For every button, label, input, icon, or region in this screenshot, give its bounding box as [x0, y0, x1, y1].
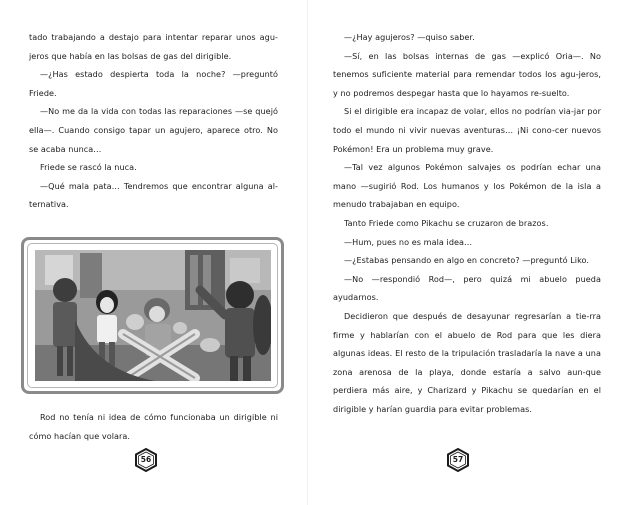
illustration-icon [35, 250, 271, 381]
left-page [0, 0, 308, 505]
paragraph: —Hum, pues no es mala idea… [344, 236, 473, 247]
paragraph: —No —respondió Rod—, pero quizá mi abuelo pueda ayudarnos. [333, 273, 601, 303]
paragraph: Tanto Friede como Pikachu se cruzaron de brazos. [344, 217, 549, 228]
paragraph: Si el dirigible era incapaz de volar, ellos no podrían via-jar por todo el mundo ni vivir nuevas aventuras… ¡Ni cono-cer nuevos Pokémon! Era un problema muy grave. [333, 106, 601, 154]
anime-scene-illustration [35, 250, 271, 381]
paragraph: —Tal vez algunos Pokémon salvajes os podrían echar una mano —sugirió Rod. Los humanos y los Pokémon de la isla a menudo trabajaban en equipo. [333, 162, 601, 210]
page-number-badge [446, 448, 470, 472]
paragraph: —Qué mala pata… Tendremos que encontrar alguna al-ternativa. [29, 180, 278, 210]
paragraph: —¿Has estado despierta toda la noche? —preguntó Friede. [29, 69, 278, 98]
paragraph: Decidieron que después de desayunar regresarían a tie-rra firme y hablarían con el abuelo de Rod para que les diera algunas ideas. El resto de la tripulación trasladaría la nave a una zona arenosa de la playa, donde estaría a salvo aun-que perdiera más aire, y Charizard y Pikachu se quedarían en el dirigible y harían guardia para evitar problemas. [333, 310, 601, 414]
left-text-bottom [29, 408, 278, 445]
left-text-top [29, 28, 278, 214]
right-text [333, 28, 601, 418]
page-number-badge [134, 448, 158, 472]
paragraph: —No me da la vida con todas las reparaciones —se quejó ella—. Cuando consigo tapar un agujero, aparece otro. No se acaba nunca… [29, 106, 278, 154]
paragraph: Rod no tenía ni idea de cómo funcionaba un dirigible ni cómo hacían que volara. [29, 412, 278, 441]
paragraph: —Sí, en las bolsas internas de gas —explicó Oria—. No tenemos suficiente material para remendar todos los agu-jeros, y no podremos despegar hasta que lo hayamos re-suelto. [333, 50, 601, 98]
page-number: 56 [140, 455, 152, 464]
paragraph: —¿Estabas pensando en algo en concreto? —preguntó Liko. [344, 255, 590, 266]
paragraph: tado trabajando a destajo para intentar reparar unos agu-jeros que había en las bolsas de gas del dirigible. [29, 32, 278, 61]
paragraph: Friede se rascó la nuca. [40, 162, 137, 173]
right-page [308, 0, 617, 505]
illustration-frame [21, 237, 284, 394]
paragraph: —¿Hay agujeros? —quiso saber. [344, 32, 475, 42]
page-number: 57 [452, 455, 464, 464]
